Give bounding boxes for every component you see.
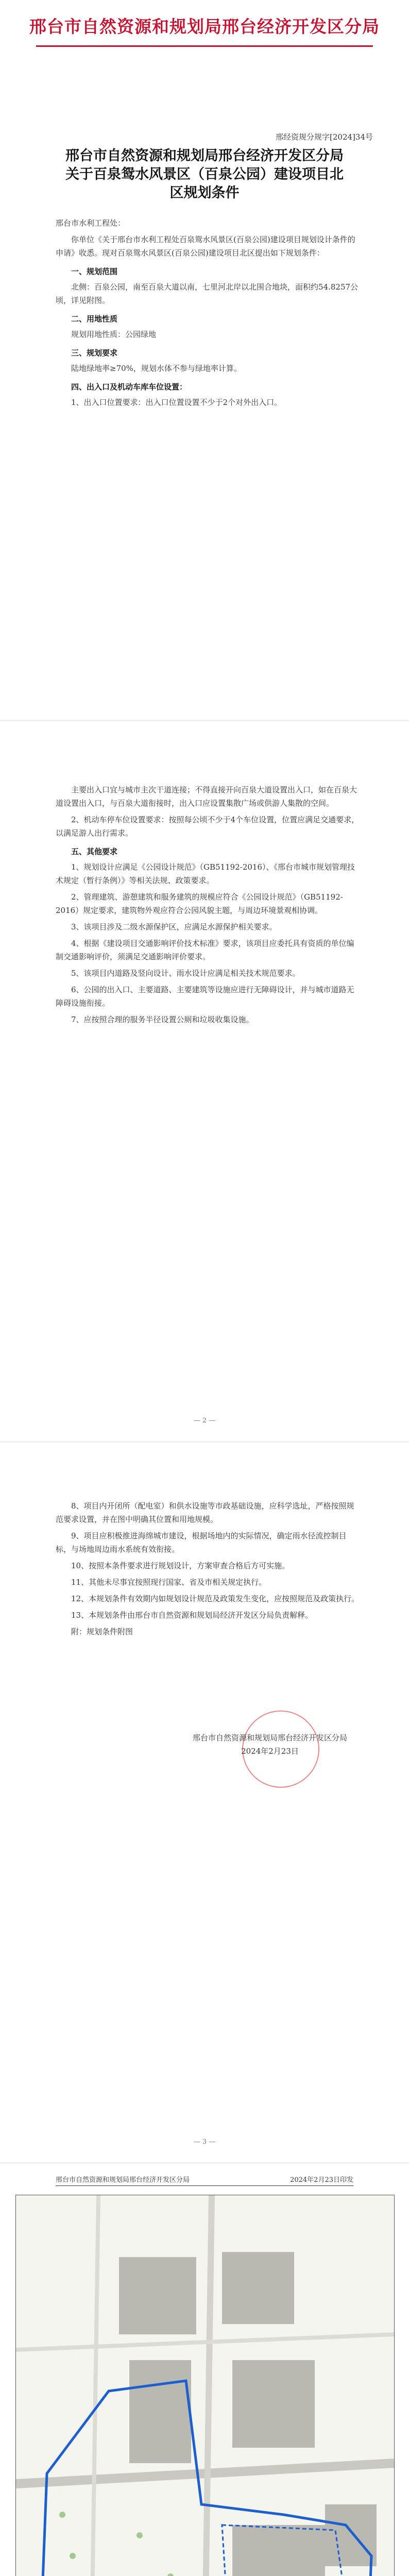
print-footer [56,2174,353,2184]
paragraph: 4、根据《建设项目交通影响评价技术标准》要求，该项目应委托具有资质的单位编制交通影响评价，须满足交通影响评价要求。 [56,939,354,961]
paragraph: 5、该项目内道路及竖向设计、雨水设计应满足相关技术规范要求。 [71,969,300,978]
road [88,2195,98,2576]
print-org: 邢台市自然资源和规划局邢台经济开发区分局 [56,2176,190,2184]
page-number: — 2 — [193,1417,216,1425]
signature-block [193,1731,347,1758]
built-area [119,2252,377,2576]
section-1-body: 北侧：百泉公园，南至百泉大道以南，七里河北岸以北围合地块，面积约54.8257公顷，详见附图。 [56,282,359,305]
paragraph: 9、项目应积极推进海绵城市建设，根据场地内的实际情况，确定雨水径流控制目标，与场地周边雨水系统有效衔接。 [56,1531,347,1554]
paragraph: 6、公园的出入口、主要道路、主要建筑等设施应进行无障碍设计，并与城市道路无障碍设施衔接。 [56,985,354,1008]
page-4-map [0,2164,409,2576]
paragraph: 2、管理建筑、游憩建筑和服务建筑的规模应符合《公园设计规范》（GB51192-2016）规定要求，建筑物外观应符合公园风貌主题，与周边环境景观相协调。 [56,892,343,915]
document-title: 邢台市自然资源和规划局邢台经济开发区分局 关于百泉鸳水风景区（百泉公园）建设项目北 区规划条件 [65,148,344,201]
section-4-item-1: 1、出入口位置要求：出入口位置设置不少于2个对外出入口。 [71,398,282,407]
print-date: 2024年2月23日印发 [290,2176,353,2184]
red-divider [36,45,373,47]
paragraph: 2、机动车停车位设置要求：按照每公顷不少于4个车位设置，位置应满足交通要求，以满足游人出行需求。 [56,815,360,838]
section-3-body: 陆地绿地率≥70%，规划水体不参与绿地率计算。 [71,364,242,373]
intro-paragraph: 你单位《关于邢台市水利工程处百泉鸳水风景区(百泉公园)建设项目规划设计条件的申请》收悉。现对百泉鸳水风景区(百泉公园)建设项目北区提出如下规划条件： [56,235,355,258]
page-2-body [56,783,360,1029]
paragraph: 10、按照本条件要求进行规划设计，方案审查合格后方可实施。 [71,1561,290,1570]
paragraph: 11、其他未尽事宜按照现行国家、省及市相关规定执行。 [71,1578,267,1587]
page-3-body [56,1499,360,1641]
section-5-title: 五、其他要求 [71,847,118,856]
section-4-title: 四、出入口及机动车库车位设置： [71,382,188,392]
org-header: 邢台市自然资源和规划局邢台经济开发区分局 [29,16,380,37]
page-1-body [56,216,360,412]
attachment-note: 附：规划条件附图 [71,1627,133,1636]
road [16,2334,394,2350]
paragraph: 13、本规划条件由邢台市自然资源和规划局经济开发区分局负责解释。 [71,1611,313,1620]
paragraph: 3、该项目涉及二级水源保护区，应满足水源保护相关要求。 [71,922,277,931]
section-3-title: 三、规划要求 [71,348,118,358]
document-number: 邢经资规分规字[2024]34号 [276,132,373,142]
paragraph: 主要出入口宜与城市主次干道连接；不得直接开向百泉大道设置出入口，如在百泉大道设置出入口，与百泉大道衔接时，出入口应设置集散广场或供游人集散的空间。 [56,785,357,808]
addressee: 邢台市水利工程处： [56,218,126,228]
page-1 [0,0,409,721]
site-map-drawing [16,2195,394,2576]
sign-date: 2024年2月23日 [241,1747,299,1756]
paragraph: 12、本规划条件有效期内如规划设计规范及政策发生变化，应按照规范及政策执行。 [71,1594,360,1603]
paragraph: 7、应按照合理的服务半径设置公厕和垃圾收集设施。 [71,1015,254,1024]
paragraph: 1、规划设计应满足《公园设计规范》（GB51192-2016）、《邢台市城市规划管理技术规定（暂行条例）》等相关法规、政策要求。 [56,862,355,885]
site-map [15,2195,395,2576]
sign-org: 邢台市自然资源和规划局邢台经济开发区分局 [192,1733,347,1742]
page-2 [0,721,409,1443]
section-2-title: 二、用地性质 [71,314,118,324]
paragraph: 8、项目内开闭所（配电室）和供水设施等市政基础设施，应科学选址，严格按照规范要求设置，并在图中明确其位置和用地规模。 [56,1501,354,1524]
page-3 [0,1443,409,2164]
cross-road [201,2195,212,2576]
section-1-title: 一、规划范围 [71,267,118,276]
page-number: — 3 — [193,2138,216,2146]
footer-rule [56,2185,353,2186]
section-2-body: 规划用地性质：公园绿地 [71,330,157,339]
